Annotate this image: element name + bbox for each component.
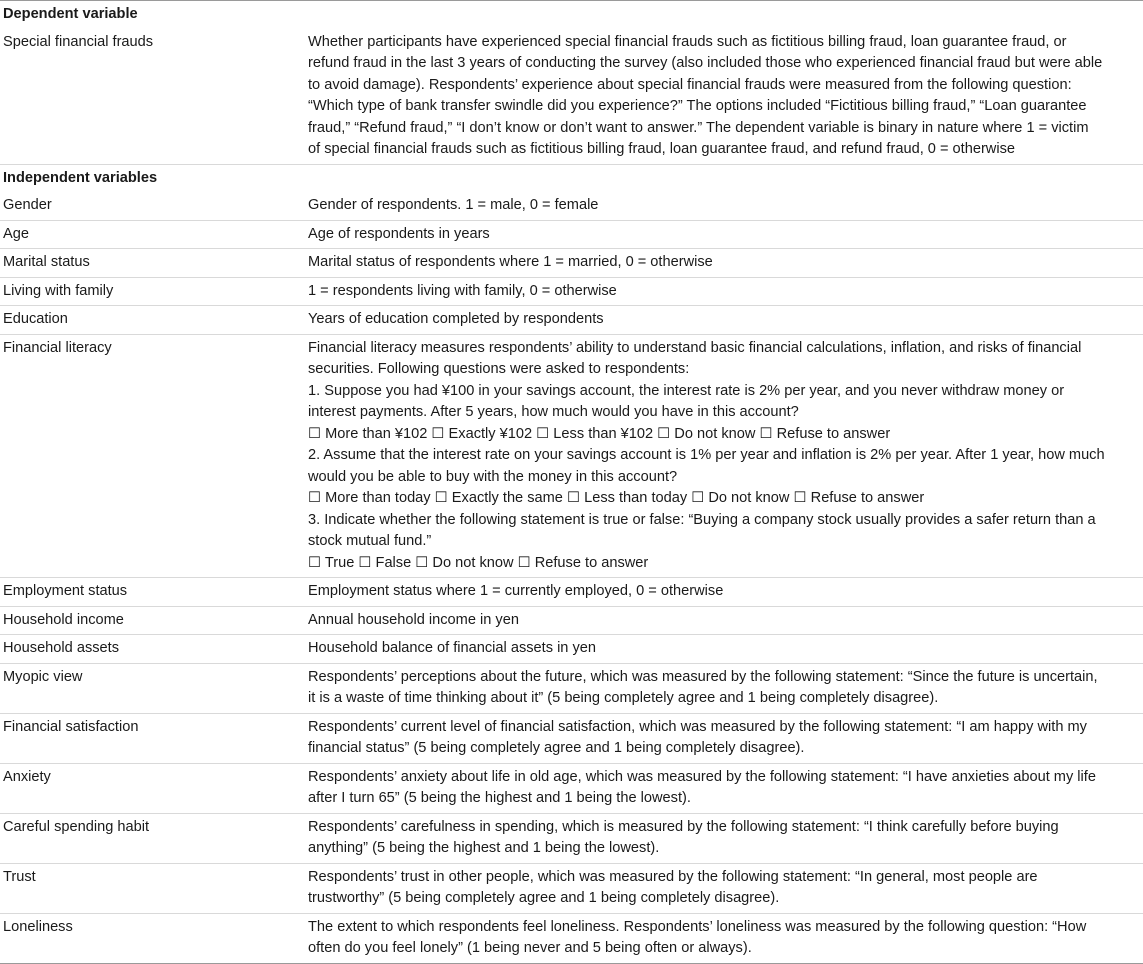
variable-description xyxy=(308,309,1143,331)
description-line: Respondents’ anxiety about life in old age, which was measured by the following statement: “I have anxieties about my life xyxy=(308,768,1096,785)
section-heading-row xyxy=(0,1,1143,29)
description-line: 2. Assume that the interest rate on your savings account is 1% per year and inflation is 2% per year. After 1 year, how much xyxy=(308,447,1105,463)
table-row xyxy=(0,607,1143,636)
description-line: anything” (5 being the highest and 1 being the lowest). xyxy=(308,840,660,856)
variable-description xyxy=(308,867,1143,910)
description-line: after I turn 65” (5 being the highest and 1 being the lowest). xyxy=(308,790,691,806)
description-line: ☐ More than ¥102 ☐ Exactly ¥102 ☐ Less than ¥102 ☐ Do not know ☐ Refuse to answer xyxy=(308,425,891,442)
description-line: 3. Indicate whether the following statement is true or false: “Buying a company stock usually provides a safer return than a xyxy=(308,511,1096,528)
description-line: to avoid damage). Respondents’ experience about special financial frauds were measured from the following question: xyxy=(308,76,1072,93)
description-line: Respondents’ trust in other people, which was measured by the following statement: “In general, most people are xyxy=(308,868,1038,885)
description-line: would you be able to buy with the money in this account? xyxy=(308,468,678,485)
variable-description xyxy=(308,252,1143,274)
description-line: Employment status where 1 = currently employed, 0 = otherwise xyxy=(308,583,724,599)
table-row xyxy=(0,664,1143,714)
description-line: Respondents’ carefulness in spending, which is measured by the following statement: “I think carefully before buying xyxy=(308,818,1059,835)
variable-name: Marital status xyxy=(3,254,90,270)
description-line: fraud,” “Refund fraud,” “I don’t know or don’t want to answer.” The dependent variable is binary in nature where 1 = victim xyxy=(308,119,1089,136)
description-line: ☐ True ☐ False ☐ Do not know ☐ Refuse to answer xyxy=(308,554,649,571)
variable-name: Household assets xyxy=(3,640,120,656)
variable-description xyxy=(308,32,1143,161)
description-line: Age of respondents in years xyxy=(308,225,490,242)
description-line: Household balance of financial assets in yen xyxy=(308,640,597,656)
description-line: Gender of respondents. 1 = male, 0 = female xyxy=(308,197,599,213)
description-line: 1. Suppose you had ¥100 in your savings account, the interest rate is 2% per year, and you never withdraw money or xyxy=(308,382,1065,399)
variable-description xyxy=(308,817,1143,860)
variable-description xyxy=(308,717,1143,760)
description-line: Years of education completed by respondents xyxy=(308,311,604,327)
table-row xyxy=(0,914,1143,964)
variable-description xyxy=(308,224,1143,246)
table-row xyxy=(0,764,1143,814)
description-line: trustworthy” (5 being completely agree and 1 being completely disagree). xyxy=(308,890,780,906)
variable-name: Employment status xyxy=(3,583,128,599)
table-row xyxy=(0,864,1143,914)
table-row xyxy=(0,278,1143,307)
table-row xyxy=(0,192,1143,221)
description-line: Marital status of respondents where 1 = married, 0 = otherwise xyxy=(308,254,713,270)
description-line: interest payments. After 5 years, how much would you have in this account? xyxy=(308,404,799,420)
variable-name: Trust xyxy=(3,868,36,885)
variable-name: Living with family xyxy=(3,282,114,299)
table-row xyxy=(0,714,1143,764)
table-row xyxy=(0,635,1143,664)
variable-description xyxy=(308,638,1143,660)
section-heading-row xyxy=(0,165,1143,193)
variable-description xyxy=(308,581,1143,603)
description-line: refund fraud in the last 3 years of conducting the survey (also included those who experienced financial fraud but were able xyxy=(308,55,1103,71)
variable-name: Gender xyxy=(3,197,52,213)
variable-name: Anxiety xyxy=(3,768,51,785)
table-row xyxy=(0,578,1143,607)
description-line: “Which type of bank transfer swindle did you experience?” The options included “Fictitious billing fraud,” “Loan guarantee xyxy=(308,98,1087,114)
variable-description xyxy=(308,610,1143,632)
description-line: Respondents’ perceptions about the future, which was measured by the following statement: “Since the future is uncertain, xyxy=(308,668,1098,685)
variable-name: Education xyxy=(3,311,68,327)
variable-description xyxy=(308,667,1143,710)
description-line: of special financial frauds such as fictitious billing fraud, loan guarantee fraud, and refund fraud, 0 = otherwise xyxy=(308,141,1016,157)
variable-name: Financial satisfaction xyxy=(3,718,139,735)
table-row xyxy=(0,814,1143,864)
variable-name: Age xyxy=(3,225,29,242)
description-line: financial status” (5 being completely agree and 1 being completely disagree). xyxy=(308,740,805,756)
variable-description xyxy=(308,195,1143,217)
variable-name: Loneliness xyxy=(3,918,73,935)
table-row xyxy=(0,221,1143,250)
variable-name: Careful spending habit xyxy=(3,818,150,835)
description-line: 1 = respondents living with family, 0 = otherwise xyxy=(308,282,617,299)
description-line: securities. Following questions were asked to respondents: xyxy=(308,361,690,377)
table-row xyxy=(0,335,1143,579)
variable-description xyxy=(308,281,1143,303)
description-line: Annual household income in yen xyxy=(308,611,519,628)
description-line: it is a waste of time thinking about it” (5 being completely agree and 1 being completely disagree). xyxy=(308,690,939,706)
variable-name: Financial literacy xyxy=(3,339,112,356)
variable-description xyxy=(308,338,1143,575)
description-line: often do you feel lonely” (1 being never and 5 being often or always). xyxy=(308,940,752,956)
description-line: stock mutual fund.” xyxy=(308,533,432,549)
description-line: The extent to which respondents feel loneliness. Respondents’ loneliness was measured by the following question: “How xyxy=(308,918,1087,935)
variable-name: Household income xyxy=(3,611,124,628)
description-line: Respondents’ current level of financial satisfaction, which was measured by the following statement: “I am happy with my xyxy=(308,718,1087,735)
description-line: ☐ More than today ☐ Exactly the same ☐ Less than today ☐ Do not know ☐ Refuse to answer xyxy=(308,490,925,506)
description-line: Whether participants have experienced special financial frauds such as fictitious billing fraud, loan guarantee fraud, or xyxy=(308,33,1067,50)
table-row xyxy=(0,249,1143,278)
variable-name: Special financial frauds xyxy=(3,33,154,50)
table-row xyxy=(0,29,1143,165)
variable-description xyxy=(308,767,1143,810)
variable-description xyxy=(308,917,1143,960)
section-heading: Dependent variable xyxy=(3,6,138,22)
section-heading: Independent variables xyxy=(3,169,158,186)
variable-name: Myopic view xyxy=(3,668,83,685)
table-row xyxy=(0,306,1143,335)
description-line: Financial literacy measures respondents’ ability to understand basic financial calculations, inflation, and risks of financial xyxy=(308,339,1082,356)
